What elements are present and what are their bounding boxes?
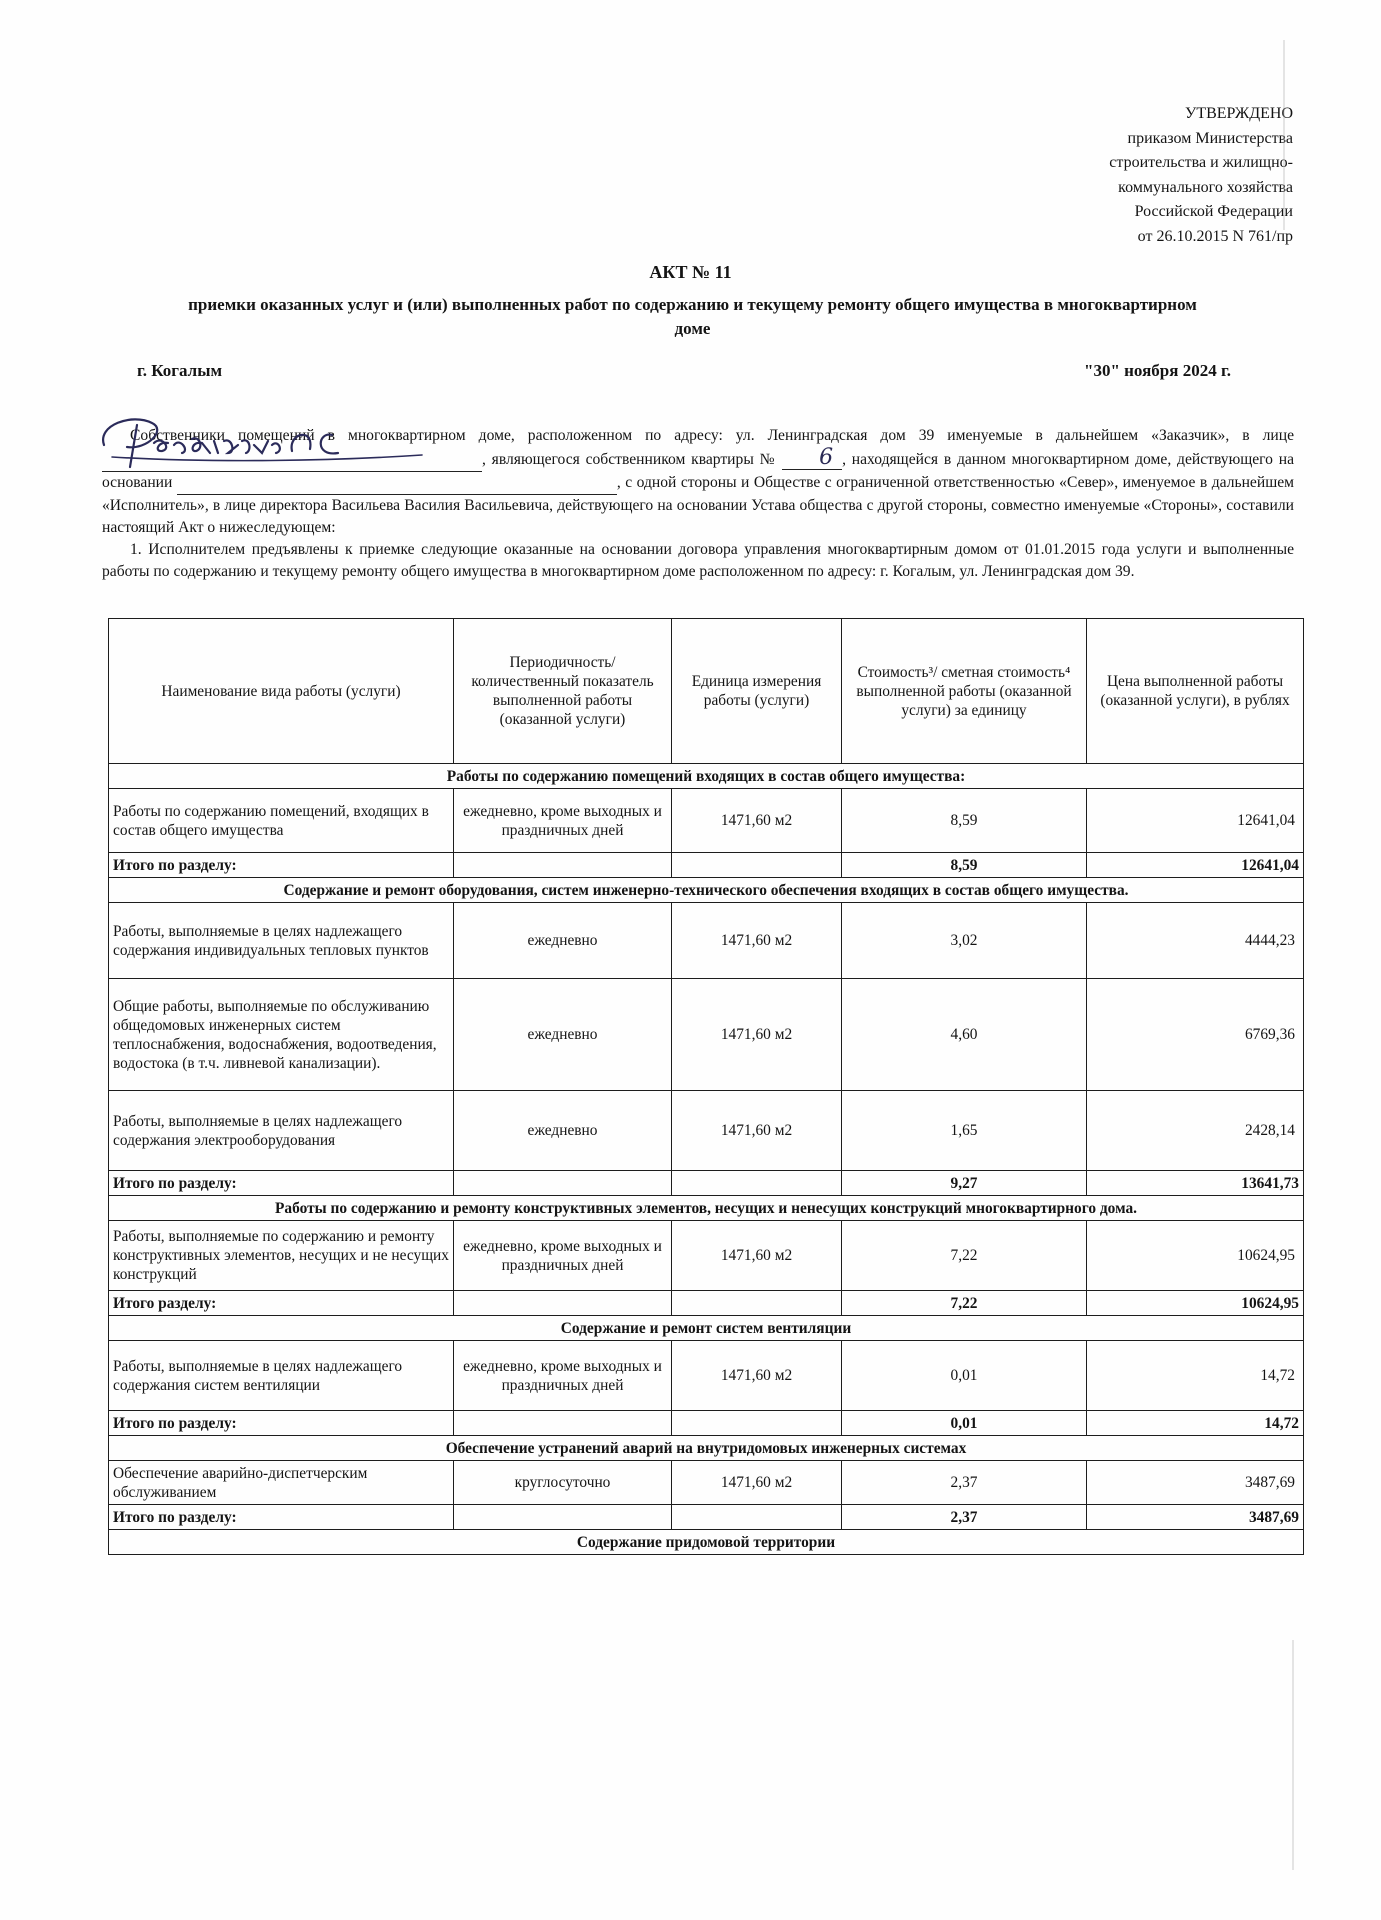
work-name-cell: Работы, выполняемые по содержанию и ремонту конструктивных элементов, несущих и не несущих конструкций [109, 1221, 454, 1291]
empty-cell [672, 1411, 842, 1436]
period-cell: ежедневно [454, 979, 672, 1091]
section-total-row [109, 1171, 1304, 1196]
act-date: "30" ноября 2024 г. [1084, 361, 1231, 380]
empty-cell [672, 853, 842, 878]
section-title: Содержание и ремонт систем вентиляции [109, 1316, 1304, 1341]
approval-line: УТВЕРЖДЕНО [1184, 105, 1293, 122]
period-cell: ежедневно [454, 903, 672, 979]
empty-cell [454, 1291, 672, 1316]
price-cell: 2428,14 [1087, 1091, 1304, 1171]
section-total-row [109, 1411, 1304, 1436]
section-header-row [109, 1436, 1304, 1461]
column-header-unit: Единица измерения работы (услуги) [672, 619, 842, 764]
table-row [109, 789, 1304, 853]
unit-cell: 1471,60 м2 [672, 1091, 842, 1171]
cost-cell: 7,22 [842, 1221, 1087, 1291]
section-title: Работы по содержанию помещений входящих в состав общего имущества: [109, 764, 1304, 789]
section-header-row [109, 764, 1304, 789]
signature-text: Поповичева Е.С. [292, 417, 300, 418]
works-table [108, 618, 1304, 1555]
intro-part: , находящейся в данном многоквартирном доме, действующего на основании [102, 451, 1294, 491]
empty-cell [454, 1505, 672, 1530]
price-cell: 6769,36 [1087, 979, 1304, 1091]
act-subtitle: приемки оказанных услуг и (или) выполненных работ по содержанию и текущему ремонту общего имущества в многоквартирном доме [188, 295, 1197, 338]
total-cost-cell: 0,01 [842, 1411, 1087, 1436]
works-table-body [109, 619, 1304, 1555]
column-header-price: Цена выполненной работы (оказанной услуги), в рублях [1087, 619, 1304, 764]
empty-cell [672, 1291, 842, 1316]
section-total-row [109, 1291, 1304, 1316]
scan-artifact [1292, 1640, 1294, 1870]
cost-cell: 0,01 [842, 1341, 1087, 1411]
cost-cell: 8,59 [842, 789, 1087, 853]
section-header-row [109, 878, 1304, 903]
total-cost-cell: 7,22 [842, 1291, 1087, 1316]
total-cost-cell: 9,27 [842, 1171, 1087, 1196]
empty-cell [454, 1171, 672, 1196]
period-cell: круглосуточно [454, 1461, 672, 1505]
work-name-cell: Работы, выполняемые в целях надлежащего содержания индивидуальных тепловых пунктов [109, 903, 454, 979]
total-label-cell: Итого по разделу: [109, 853, 454, 878]
unit-cell: 1471,60 м2 [672, 1221, 842, 1291]
empty-cell [672, 1171, 842, 1196]
price-cell: 3487,69 [1087, 1461, 1304, 1505]
period-cell: ежедневно, кроме выходных и праздничных дней [454, 789, 672, 853]
total-label-cell: Итого по разделу: [109, 1411, 454, 1436]
intro-part: , являющегося собственником квартиры № [482, 451, 777, 468]
total-label-cell: Итого по разделу: [109, 1171, 454, 1196]
total-price-cell: 14,72 [1087, 1411, 1304, 1436]
table-row [109, 1221, 1304, 1291]
price-cell: 4444,23 [1087, 903, 1304, 979]
unit-cell: 1471,60 м2 [672, 903, 842, 979]
section-title: Содержание придомовой территории [109, 1530, 1304, 1555]
section-title: Содержание и ремонт оборудования, систем инженерно-технического обеспечения входящих в состав общего имущества. [109, 878, 1304, 903]
section-header-row [109, 1196, 1304, 1221]
approval-line: Российской Федерации [1134, 203, 1293, 220]
column-header-period: Периодичность/ количественный показатель выполненной работы (оказанной услуги) [454, 619, 672, 764]
period-cell: ежедневно, кроме выходных и праздничных дней [454, 1341, 672, 1411]
empty-cell [454, 1411, 672, 1436]
section-header-row [109, 1316, 1304, 1341]
total-cost-cell: 2,37 [842, 1505, 1087, 1530]
section-header-row [109, 1530, 1304, 1555]
basis-field [177, 472, 617, 495]
cost-cell: 3,02 [842, 903, 1087, 979]
total-price-cell: 3487,69 [1087, 1505, 1304, 1530]
column-header-name: Наименование вида работы (услуги) [109, 619, 454, 764]
city: г. Когалым [137, 361, 223, 380]
price-cell: 12641,04 [1087, 789, 1304, 853]
approval-line: от 26.10.2015 N 761/пр [1137, 227, 1293, 245]
work-name-cell: Работы по содержанию помещений, входящих в состав общего имущества [109, 789, 454, 853]
cost-cell: 4,60 [842, 979, 1087, 1091]
unit-cell: 1471,60 м2 [672, 1461, 842, 1505]
empty-cell [672, 1505, 842, 1530]
scan-artifact [1283, 40, 1285, 230]
total-price-cell: 10624,95 [1087, 1291, 1304, 1316]
approval-line: строительства и жилищно- [1109, 154, 1293, 171]
approval-line: коммунального хозяйства [1118, 178, 1293, 196]
section-total-row [109, 1505, 1304, 1530]
work-name-cell: Работы, выполняемые в целях надлежащего содержания электрооборудования [109, 1091, 454, 1171]
work-name-cell: Обеспечение аварийно-диспетчерским обслуживанием [109, 1461, 454, 1505]
total-label-cell: Итого по разделу: [109, 1505, 454, 1530]
unit-cell: 1471,60 м2 [672, 789, 842, 853]
table-row [109, 903, 1304, 979]
cost-cell: 1,65 [842, 1091, 1087, 1171]
work-name-cell: Общие работы, выполняемые по обслуживанию общедомовых инженерных систем теплоснабжения, водоснабжения, водоотведения, водостока (в т.ч. ливневой канализации). [109, 979, 454, 1091]
cost-cell: 2,37 [842, 1461, 1087, 1505]
price-cell: 14,72 [1087, 1341, 1304, 1411]
section-title: Работы по содержанию и ремонту конструктивных элементов, несущих и ненесущих конструкций многоквартирного дома. [109, 1196, 1304, 1221]
unit-cell: 1471,60 м2 [672, 979, 842, 1091]
intro-part: , с одной стороны и Обществе с ограниченной ответственностью «Север», именуемое в дальнейшем «Исполнитель», в лице директора Васильева Василия Васильевича, действующего на основании Устава общества с другой стороны, совместно именуемые «Стороны», составили настоящий Акт о нижеследующем: [102, 474, 1294, 536]
table-header-row [109, 619, 1304, 764]
empty-cell [454, 853, 672, 878]
total-price-cell: 13641,73 [1087, 1171, 1304, 1196]
price-cell: 10624,95 [1087, 1221, 1304, 1291]
section-total-row [109, 853, 1304, 878]
apartment-number: 6 [782, 447, 842, 470]
period-cell: ежедневно [454, 1091, 672, 1171]
table-row [109, 1341, 1304, 1411]
intro-paragraph: 1. Исполнителем предъявлены к приемке следующие оказанные на основании договора управления многоквартирным домом от 01.01.2015 года услуги и выполненные работы по содержанию и текущему ремонту общего имущества в многоквартирном доме расположенном по адресу: г. Когалым, ул. Ленинградская дом 39. [102, 541, 1294, 580]
table-row [109, 1091, 1304, 1171]
act-title: АКТ № 11 [649, 262, 732, 282]
approval-stamp [1109, 102, 1293, 249]
table-row [109, 1461, 1304, 1505]
work-name-cell: Работы, выполняемые в целях надлежащего содержания систем вентиляции [109, 1341, 454, 1411]
unit-cell: 1471,60 м2 [672, 1341, 842, 1411]
period-cell: ежедневно, кроме выходных и праздничных дней [454, 1221, 672, 1291]
approval-line: приказом Министерства [1127, 129, 1293, 147]
total-label-cell: Итого разделу: [109, 1291, 454, 1316]
section-title: Обеспечение устранений аварий на внутридомовых инженерных системах [109, 1436, 1304, 1461]
handwritten-signature [92, 405, 472, 475]
total-cost-cell: 8,59 [842, 853, 1087, 878]
table-row [109, 979, 1304, 1091]
column-header-cost: Стоимость³/ сметная стоимость⁴ выполненной работы (оказанной услуги) за единицу [842, 619, 1087, 764]
intro-part: Собственники помещений в многоквартирном доме, расположенном по адресу: ул. Ленинградская дом 39 именуемые в дальнейшем «Заказчик», в лице [130, 427, 1294, 444]
total-price-cell: 12641,04 [1087, 853, 1304, 878]
